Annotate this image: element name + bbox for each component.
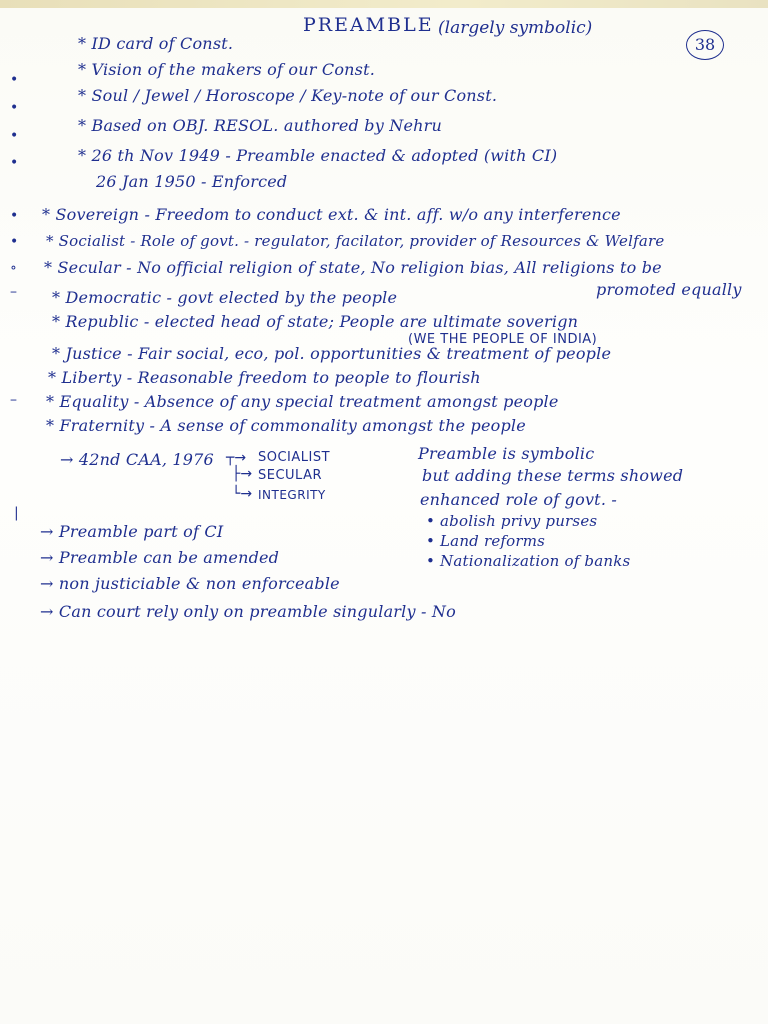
added-term: SECULAR [258,468,323,483]
term-line: (WE THE PEOPLE OF INDIA) [408,332,598,347]
margin-dash: – [10,392,17,408]
margin-tick: | [14,505,19,521]
amendment-note: enhanced role of govt. - [420,490,617,509]
fact-line: → Preamble can be amended [40,548,280,567]
arrow-icon: ┬→ [226,450,247,466]
term-line: * Secular - No official religion of state, No religion bias, All religions to be [44,258,662,277]
term-line: * Democratic - govt elected by the people [52,288,398,307]
amendment-example: • abolish privy purses [426,512,598,530]
intro-line: * Based on OBJ. RESOL. authored by Nehru [78,116,442,135]
amendment-note: but adding these terms showed [422,466,684,485]
amendment-example: • Nationalization of banks [426,552,631,570]
fact-line: → Preamble part of CI [40,522,224,541]
page-title: PREAMBLE [303,14,434,36]
term-line: * Sovereign - Freedom to conduct ext. & int. aff. w/o any interference [42,205,621,224]
term-line: * Equality - Absence of any special treatment amongst people [46,392,559,411]
margin-dot: • [10,208,19,224]
term-line: * Justice - Fair social, eco, pol. opportunities & treatment of people [52,344,612,363]
margin-dot: • [10,100,19,116]
margin-dot: • [10,155,19,171]
fact-line: → Can court rely only on preamble singularly - No [40,602,456,621]
term-line: * Socialist - Role of govt. - regulator, facilator, provider of Resources & Welfare [46,232,665,250]
amendment-label: → 42nd CAA, 1976 [60,450,214,469]
paper-top-edge [0,0,768,8]
intro-line: * Soul / Jewel / Horoscope / Key-note of our Const. [78,86,498,105]
margin-dot: • [10,128,19,144]
margin-dot: • [10,72,19,88]
arrow-icon: └→ [232,486,253,502]
margin-dash: – [10,284,17,300]
margin-dot: ∘ [10,260,17,276]
intro-line: * Vision of the makers of our Const. [78,60,375,79]
added-term: SOCIALIST [258,450,331,465]
margin-dot: • [10,234,19,250]
added-term: INTEGRITY [258,488,326,502]
page-number: 38 [686,30,724,60]
arrow-icon: ├→ [232,466,253,482]
term-line: * Liberty - Reasonable freedom to people to flourish [48,368,481,387]
term-line: * Fraternity - A sense of commonality amongst the people [46,416,526,435]
term-line: * Republic - elected head of state; People are ultimate soverign [52,312,579,331]
intro-line: * ID card of Const. [78,34,234,53]
intro-line: * 26 th Nov 1949 - Preamble enacted & adopted (with CI) [78,146,558,165]
amendment-example: • Land reforms [426,532,546,550]
amendment-note: Preamble is symbolic [418,444,595,463]
fact-line: → non justiciable & non enforceable [40,574,340,593]
page-title-note: (largely symbolic) [438,18,593,38]
term-line: promoted equally [596,280,742,299]
intro-line: 26 Jan 1950 - Enforced [96,172,288,191]
